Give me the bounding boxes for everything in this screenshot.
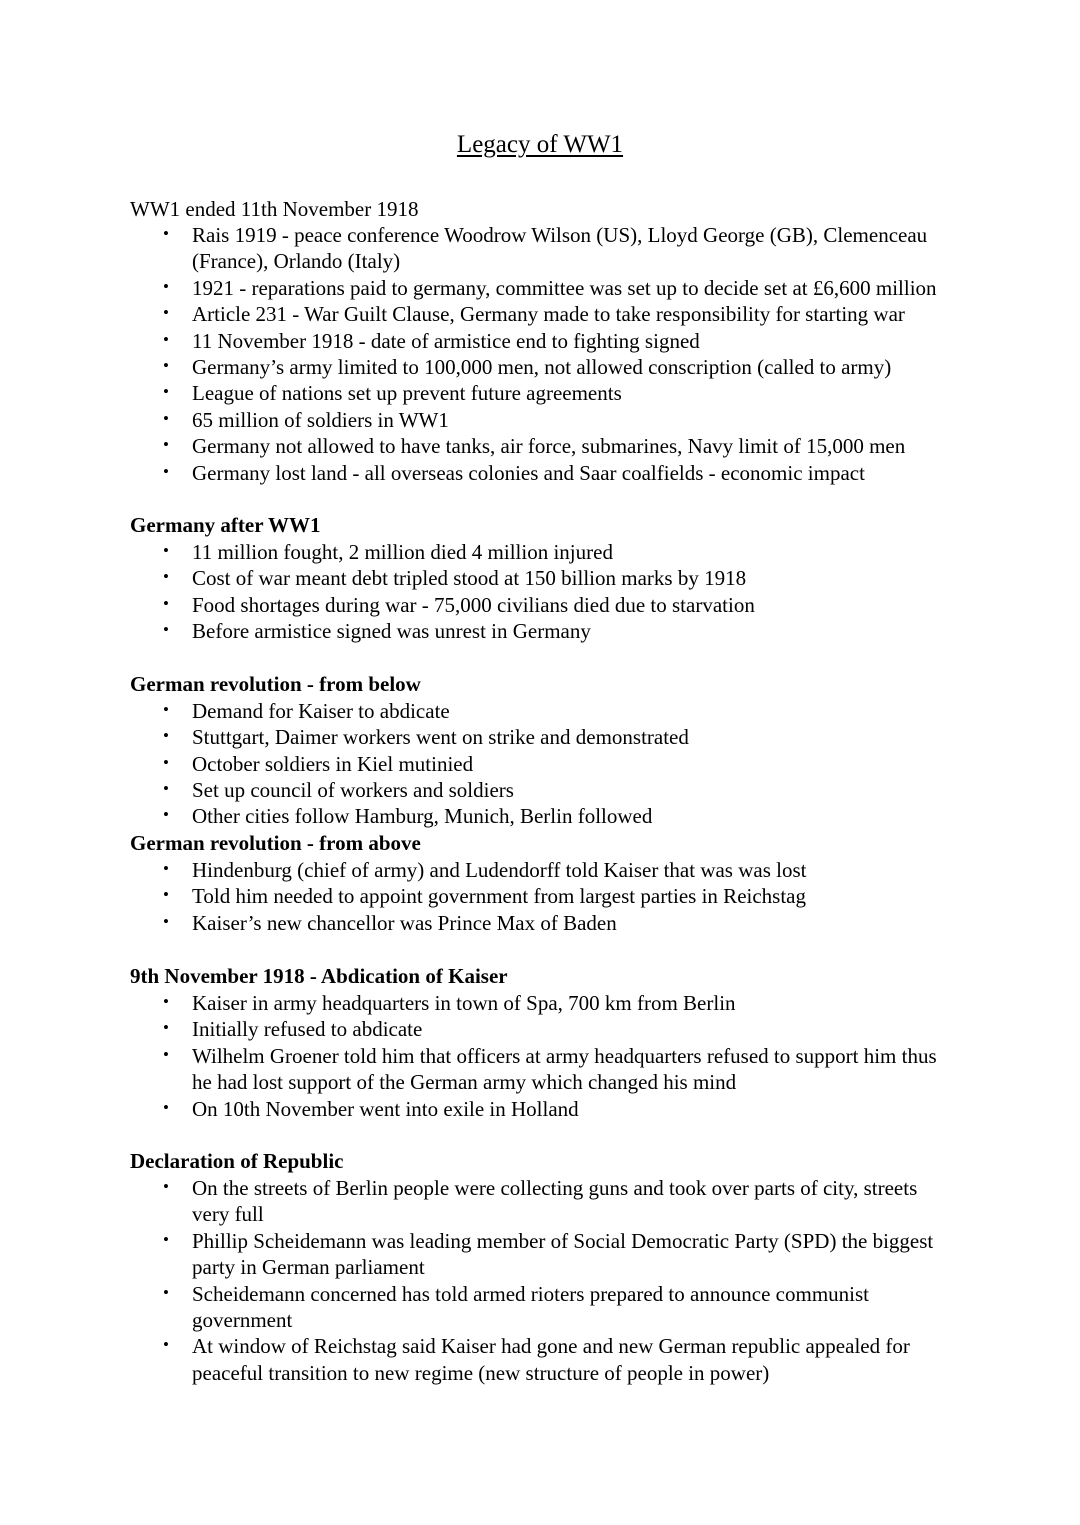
- list-item: • Scheidemann concerned has told armed rioters prepared to announce communist government: [130, 1281, 950, 1334]
- list-item: • Phillip Scheidemann was leading member of Social Democratic Party (SPD) the biggest party in German parliament: [130, 1228, 950, 1281]
- title-spacer: [130, 162, 950, 196]
- intro-line: WW1 ended 11th November 1918: [130, 197, 419, 221]
- section-gap: [130, 486, 950, 512]
- list-item: • On 10th November went into exile in Holland: [130, 1096, 950, 1122]
- section-declaration-of-republic: [130, 1148, 950, 1386]
- list-item: • 1921 - reparations paid to germany, committee was set up to decide set at £6,600 million: [130, 275, 950, 301]
- list-item: • Wilhelm Groener told him that officers at army headquarters refused to support him thus he had lost support of the German army which changed his mind: [130, 1043, 950, 1096]
- list-item: • 65 million of soldiers in WW1: [130, 407, 950, 433]
- list-item: • Germany not allowed to have tanks, air force, submarines, Navy limit of 15,000 men: [130, 433, 950, 459]
- bullet-list-revolution-above: [130, 857, 950, 936]
- section-gap: [130, 645, 950, 671]
- list-item: • Germany’s army limited to 100,000 men, not allowed conscription (called to army): [130, 354, 950, 380]
- list-item: • Cost of war meant debt tripled stood at 150 billion marks by 1918: [130, 565, 950, 591]
- list-item: • Before armistice signed was unrest in Germany: [130, 618, 950, 644]
- section-german-revolution-from-above: [130, 830, 950, 936]
- page-title-text: Legacy of WW1: [456, 131, 624, 158]
- list-item: • Set up council of workers and soldiers: [130, 777, 950, 803]
- list-item: • Other cities follow Hamburg, Munich, Berlin followed: [130, 803, 950, 829]
- section-gap: [130, 1122, 950, 1148]
- list-item: • Told him needed to appoint government from largest parties in Reichstag: [130, 883, 950, 909]
- list-item: • At window of Reichstag said Kaiser had gone and new German republic appealed for peaceful transition to new regime (new structure of people in power): [130, 1333, 950, 1386]
- section-treaty-terms: [130, 222, 950, 486]
- list-item: • Food shortages during war - 75,000 civilians died due to starvation: [130, 592, 950, 618]
- list-item: • Article 231 - War Guilt Clause, Germany made to take responsibility for starting war: [130, 301, 950, 327]
- list-item: • Hindenburg (chief of army) and Ludendorff told Kaiser that was was lost: [130, 857, 950, 883]
- list-item: • October soldiers in Kiel mutinied: [130, 751, 950, 777]
- list-item: • Initially refused to abdicate: [130, 1016, 950, 1042]
- bullet-list-declaration: [130, 1175, 950, 1386]
- section-heading: 9th November 1918 - Abdication of Kaiser: [130, 963, 508, 988]
- list-item: • Rais 1919 - peace conference Woodrow Wilson (US), Lloyd George (GB), Clemenceau (France), Orlando (Italy): [130, 222, 950, 275]
- document-body: [130, 128, 950, 1386]
- section-abdication-of-kaiser: [130, 963, 950, 1122]
- list-item: • Kaiser in army headquarters in town of Spa, 700 km from Berlin: [130, 990, 950, 1016]
- section-heading: German revolution - from above: [130, 830, 421, 855]
- list-item: • Kaiser’s new chancellor was Prince Max of Baden: [130, 910, 950, 936]
- section-heading: Declaration of Republic: [130, 1148, 344, 1173]
- bullet-list-treaty-terms: [130, 222, 950, 486]
- section-gap: [130, 936, 950, 963]
- list-item: • On the streets of Berlin people were collecting guns and took over parts of city, streets very full: [130, 1175, 950, 1228]
- bullet-list-abdication: [130, 990, 950, 1122]
- bullet-list-revolution-below: [130, 698, 950, 830]
- section-heading: German revolution - from below: [130, 671, 421, 696]
- list-item: • 11 November 1918 - date of armistice end to fighting signed: [130, 328, 950, 354]
- list-item: • Germany lost land - all overseas colonies and Saar coalfields - economic impact: [130, 460, 950, 486]
- list-item: • Demand for Kaiser to abdicate: [130, 698, 950, 724]
- bullet-list-germany-after-ww1: [130, 539, 950, 645]
- section-german-revolution-from-below: [130, 671, 950, 830]
- list-item: • 11 million fought, 2 million died 4 million injured: [130, 539, 950, 565]
- section-germany-after-ww1: [130, 512, 950, 645]
- page-title: [130, 128, 950, 162]
- list-item: • League of nations set up prevent future agreements: [130, 380, 950, 406]
- list-item: • Stuttgart, Daimer workers went on strike and demonstrated: [130, 724, 950, 750]
- section-heading: Germany after WW1: [130, 513, 321, 538]
